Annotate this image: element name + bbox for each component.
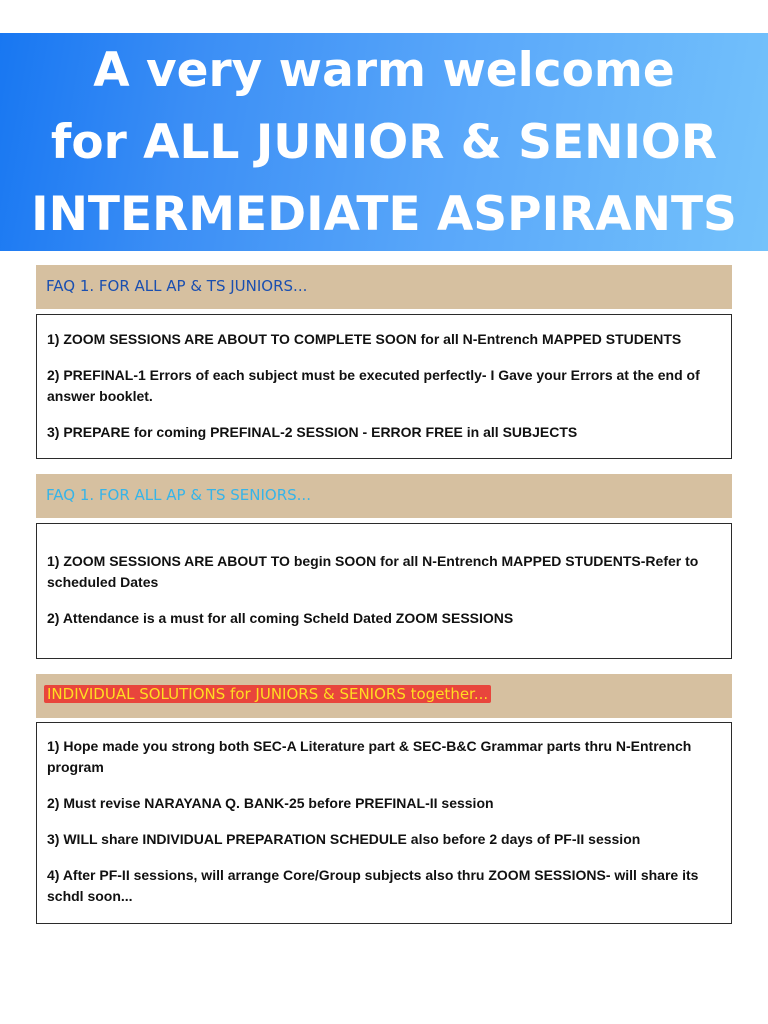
list-item: 1) ZOOM SESSIONS ARE ABOUT TO begin SOON for all N-Entrench MAPPED STUDENTS-Refer to scheduled Dates [47, 553, 699, 590]
faq-seniors-header [36, 474, 732, 518]
faq-juniors-title: FAQ 1. FOR ALL AP & TS JUNIORS... [46, 277, 308, 295]
list-item: 4) After PF-II sessions, will arrange Core/Group subjects also thru ZOOM SESSIONS- will share its schdl soon... [47, 867, 699, 904]
faq-seniors-box [36, 523, 732, 659]
faq-seniors-title: FAQ 1. FOR ALL AP & TS SENIORS... [46, 486, 311, 504]
list-item: 3) PREPARE for coming PREFINAL-2 SESSION - ERROR FREE in all SUBJECTS [47, 424, 578, 440]
banner-line-3: INTERMEDIATE ASPIRANTS [31, 187, 737, 242]
individual-solutions-title: INDIVIDUAL SOLUTIONS for JUNIORS & SENIORS together... [44, 685, 491, 703]
welcome-banner [0, 33, 768, 251]
banner-line-2: for ALL JUNIOR & SENIOR [50, 115, 718, 170]
faq-juniors-box [36, 314, 732, 459]
banner-line-1: A very warm welcome [93, 43, 675, 98]
list-item: 2) Attendance is a must for all coming Scheld Dated ZOOM SESSIONS [47, 610, 514, 626]
list-item: 2) Must revise NARAYANA Q. BANK-25 before PREFINAL-II session [47, 795, 494, 811]
list-item: 1) ZOOM SESSIONS ARE ABOUT TO COMPLETE SOON for all N-Entrench MAPPED STUDENTS [47, 331, 682, 347]
individual-solutions-box [36, 722, 732, 924]
list-item: 3) WILL share INDIVIDUAL PREPARATION SCHEDULE also before 2 days of PF-II session [47, 831, 641, 847]
faq-juniors-header [36, 265, 732, 309]
list-item: 1) Hope made you strong both SEC-A Literature part & SEC-B&C Grammar parts thru N-Entrench program [47, 738, 692, 775]
individual-solutions-header [36, 674, 732, 718]
list-item: 2) PREFINAL-1 Errors of each subject must be executed perfectly- I Gave your Errors at the end of answer booklet. [47, 367, 700, 404]
